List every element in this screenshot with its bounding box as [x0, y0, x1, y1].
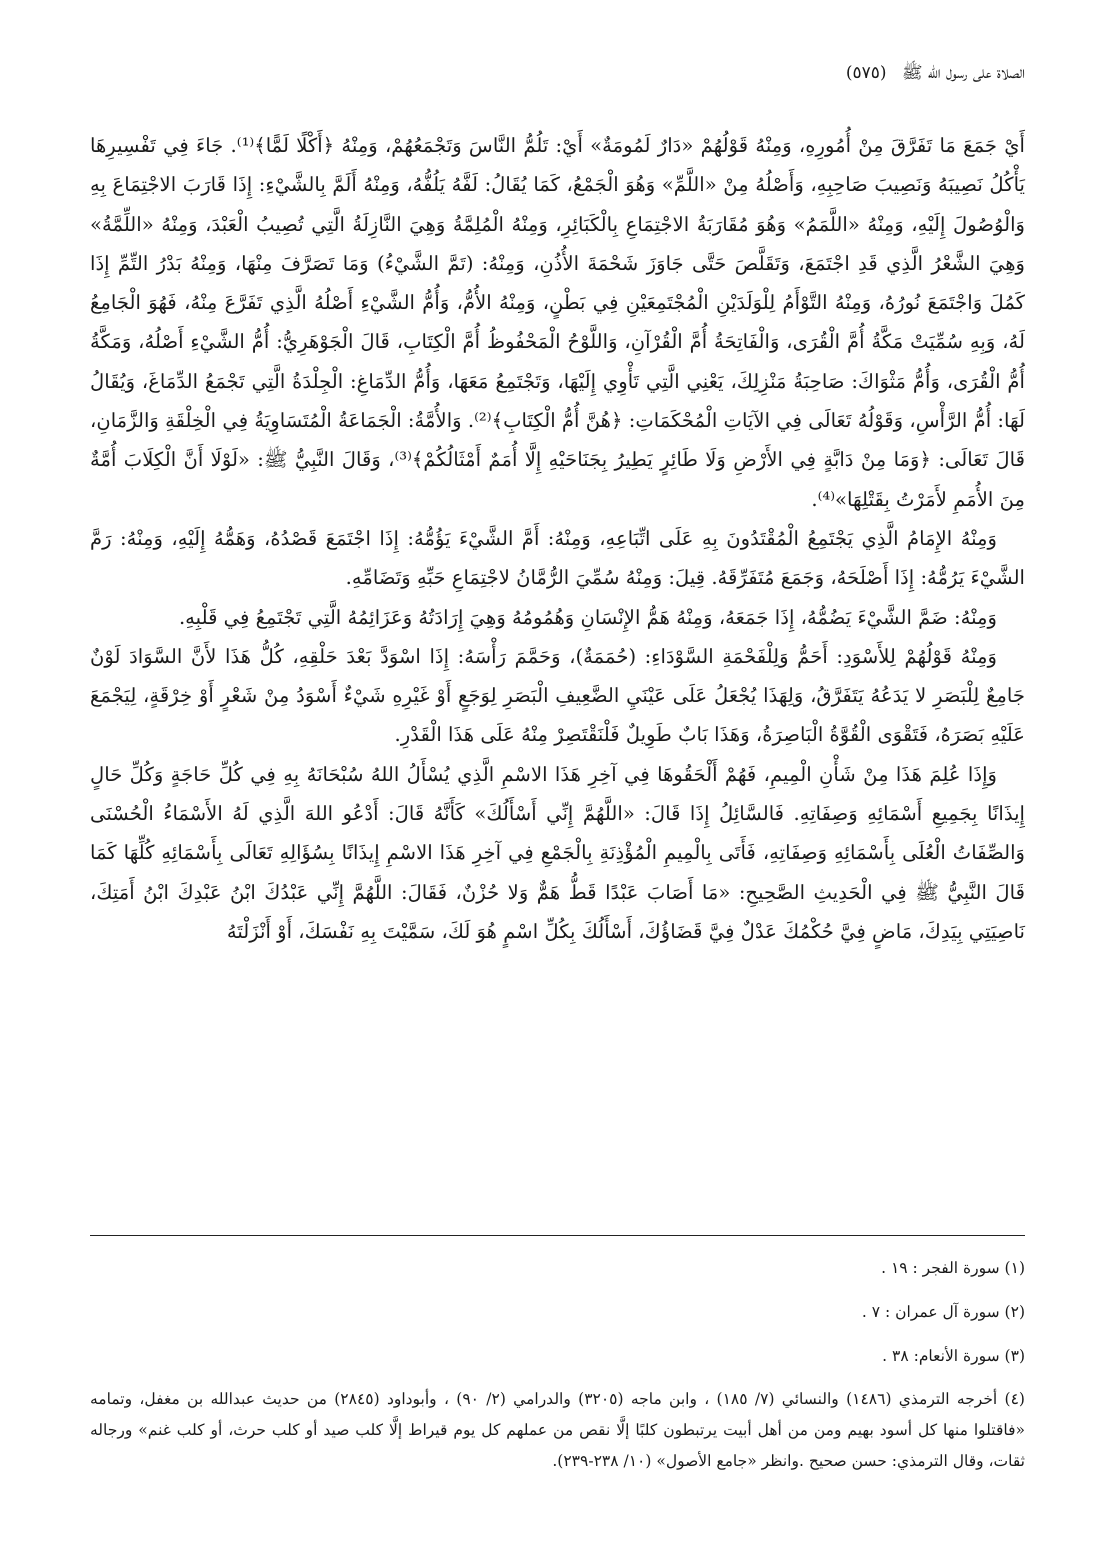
footnote: (٤) أخرجه الترمذي (١٤٨٦) والنسائي (٧/ ١٨٥) ، وابن ماجه (٣٢٠٥) والدرامي (٢/ ٩٠) ، وأبوداود (٢٨٤٥) من حديث عبدالله بن مغفل، وتمامه «فاقتلوا منها كل أسود بهيم ومن من أهل أبيت يرتبطون كلبًا إلَّا نقص من عملهم كل يوم قيراط إلَّا كلب صيد أو كلب حرث، أو كلب غنم» ورجاله ثقات، وقال الترمذي: حسن صحيح .وانظر «جامع الأصول» (١٠/ ٢٣٨-٢٣٩). [90, 1390, 1025, 1470]
paragraph: وَمِنْهُ الإِمَامُ الَّذِي يَجْتَمِعُ الْمُقْتَدُونَ بِهِ عَلَى اتِّبَاعِهِ، وَمِنْهُ: أَمَّ الشَّيْءَ يَؤُمُّهُ: إِذَا اجْتَمَعَ قَصْدُهُ، وَهَمُّهُ إِلَيْهِ، وَمِنْهُ: رَمَّ الشَّيْءَ يَرُمُّهُ: إِذَا أَصْلَحَهُ، وَجَمَعَ مُتَفَرِّقَهُ. قِيلَ: وَمِنْهُ سُمِّيَ الرُّمَّانُ لاجْتِمَاعِ حَبِّهِ وَتَضَامِّهِ. [90, 526, 1025, 590]
page-number: (٥٧٥) [845, 63, 887, 83]
book-page [90, 0, 1025, 1553]
paragraph: وَمِنْهُ قَوْلُهُمْ لِلأَسْوَدِ: أَحَمُّ وَلِلْفَحْمَةِ السَّوْدَاءِ: (حُمَمَةٌ)، وَحَمَّمَ رَأْسَهُ: إِذَا اسْوَدَّ بَعْدَ حَلْقِهِ، كُلُّ هَذَا لأَنَّ السَّوَادَ لَوْنٌ جَامِعٌ لِلْبَصَرِ لا يَدَعُهُ يَتَفَرَّقُ، وَلِهَذَا يُجْعَلُ عَلَى عَيْنَيِ الضَّعِيفِ الْبَصَرِ لِوَجَعٍ أَوْ غَيْرِهِ شَيْءٌ أَسْوَدُ مِنْ شَعْرٍ أَوْ خِرْقَةٍ، لِيَجْمَعَ عَلَيْهِ بَصَرَهُ، فَتَقْوَى الْقُوَّةُ الْبَاصِرَةُ، وَهَذَا بَابٌ طَوِيلٌ فَلْنَقْتَصِرْ مِنْهُ عَلَى هَذَا الْقَدْرِ. [90, 644, 1025, 747]
main-text [90, 126, 1025, 951]
paragraph: وَمِنْهُ: ضَمَّ الشَّيْءَ يَضُمُّهُ، إِذَا جَمَعَهُ، وَمِنْهُ هَمُّ الإِنْسَانِ وَهُمُومُهُ وَهِيَ إِرَادَتُهُ وَعَزَائِمُهُ الَّتِي تَجْتَمِعُ فِي قَلْبِهِ. [178, 605, 997, 629]
paragraph: وَإِذَا عُلِمَ هَذَا مِنْ شَأْنِ الْمِيمِ، فَهُمْ أَلْحَقُوهَا فِي آخِرِ هَذَا الاسْمِ الَّذِي يُسْأَلُ اللهُ سُبْحَانَهُ بِهِ فِي كُلِّ حَاجَةٍ وَكُلِّ حَالٍ إِيذَانًا بِجَمِيعِ أَسْمَائِهِ وَصِفَاتِهِ. فَالسَّائِلُ إِذَا قَالَ: «اللَّهُمَّ إِنِّي أَسْأَلُكَ» كَأَنَّهُ قَالَ: أَدْعُو اللهَ الَّذِي لَهُ الأَسْمَاءُ الْحُسْنَى وَالصِّفَاتُ الْعُلَى بِأَسْمَائِهِ وَصِفَاتِهِ، فَأَتَى بِالْمِيمِ الْمُؤْذِنَةِ بِالْجَمْعِ فِي آخِرِ هَذَا الاسْمِ إِيذَانًا بِسُؤَالِهِ تَعَالَى بِأَسْمَائِهِ كُلِّهَا كَمَا قَالَ النَّبِيُّ ﷺ فِي الْحَدِيثِ الصَّحِيحِ: «مَا أَصَابَ عَبْدًا قَطُّ هَمٌّ وَلا حُزْنٌ، فَقَالَ: اللَّهُمَّ إِنِّي عَبْدُكَ ابْنُ عَبْدِكَ ابْنُ أَمَتِكَ، نَاصِيَتِي بِيَدِكَ، مَاضٍ فِيَّ حُكْمُكَ عَدْلٌ فِيَّ قَضَاؤُكَ، أَسْأَلُكَ بِكُلِّ اسْمٍ هُوَ لَكَ، سَمَّيْتَ بِهِ نَفْسَكَ، أَوْ أَنْزَلْتَهُ [90, 762, 1025, 943]
paragraph: أَيْ جَمَعَ مَا تَفَرَّقَ مِنْ أُمُورِهِ، وَمِنْهُ قَوْلُهُمْ «دَارٌ لَمُومَةٌ» أَيْ: تَلُمُّ النَّاسَ وَتَجْمَعُهُمْ، وَمِنْهُ ﴿أَكْلًا لَمًّا﴾⁽¹⁾. جَاءَ فِي تَفْسِيرِهَا يَأْكُلُ نَصِيبَهُ وَنَصِيبَ صَاحِبِهِ، وَأَصْلُهُ مِنْ «اللَّمِّ» وَهُوَ الْجَمْعُ، كَمَا يُقَالُ: لَفَّهُ يَلُفُّهُ، وَمِنْهُ أَلَمَّ بِالشَّيْءِ: إِذَا قَارَبَ الاجْتِمَاعَ بِهِ وَالْوُصُولَ إِلَيْهِ، وَمِنْهُ «اللَّمَمُ» وَهُوَ مُقَارَبَةُ الاجْتِمَاعِ بِالْكَبَائِرِ، وَمِنْهُ الْمُلِمَّةُ وَهِيَ النَّازِلَةُ الَّتِي تُصِيبُ الْعَبْدَ، وَمِنْهُ «اللِّمَّةُ» وَهِيَ الشَّعْرُ الَّذِي قَدِ اجْتَمَعَ، وَتَقَلَّصَ حَتَّى جَاوَزَ شَحْمَةَ الأُذُنِ، وَمِنْهُ: (تَمَّ الشَّيْءُ) وَمَا تَصَرَّفَ مِنْهَا، وَمِنْهُ بَدْرُ التِّمِّ إِذَا كَمُلَ وَاجْتَمَعَ نُورُهُ، وَمِنْهُ التَّوْأَمُ لِلْوَلَدَيْنِ الْمُجْتَمِعَيْنِ فِي بَطْنٍ، وَمِنْهُ الأُمُّ، وَأُمُّ الشَّيْءِ أَصْلُهُ الَّذِي تَفَرَّعَ مِنْهُ، فَهُوَ الْجَامِعُ لَهُ، وَبِهِ سُمِّيَتْ مَكَّةُ أُمَّ الْقُرَى، وَالْفَاتِحَةُ أُمَّ الْقُرْآنِ، وَاللَّوْحُ الْمَحْفُوظُ أُمَّ الْكِتَابِ، قَالَ الْجَوْهَرِيُّ: أُمُّ الشَّيْءِ أَصْلُهُ، وَمَكَّةُ أُمُّ الْقُرَى، وَأُمُّ مَثْوَاكَ: صَاحِبَةُ مَنْزِلِكَ، يَعْنِي الَّتِي تَأْوِي إِلَيْهَا، وَتَجْتَمِعُ مَعَهَا، وَأُمُّ الدِّمَاغِ: الْجِلْدَةُ الَّتِي تَجْمَعُ الدِّمَاغَ، وَيُقَالُ لَهَا: أُمُّ الرَّأْسِ، وَقَوْلُهُ تَعَالَى فِي الآيَاتِ الْمُحْكَمَاتِ: ﴿هُنَّ أُمُّ الْكِتَابِ﴾⁽²⁾. وَالأُمَّةُ: الْجَمَاعَةُ الْمُتَسَاوِيَةُ فِي الْخِلْقَةِ وَالزَّمَانِ، قَالَ تَعَالَى: ﴿وَمَا مِنْ دَابَّةٍ فِي الأَرْضِ وَلَا طَائِرٍ يَطِيرُ بِجَنَاحَيْهِ إِلَّا أُمَمٌ أَمْثَالُكُمْ﴾⁽³⁾، وَقَالَ النَّبِيُّ ﷺ: «لَوْلَا أَنَّ الْكِلَابَ أُمَّةٌ مِنَ الأُمَمِ لأَمَرْتُ بِقَتْلِهَا»⁽⁴⁾. [90, 134, 1026, 511]
footnote-divider [90, 1235, 1025, 1236]
running-header [90, 58, 1025, 88]
footnotes [90, 1252, 1025, 1477]
footnote: (٢) سورة آل عمران : ٧ . [861, 1303, 1025, 1321]
header-title: الصلاة على رسول الله ﷺ [901, 63, 1025, 83]
footnote: (١) سورة الفجر : ١٩ . [881, 1259, 1025, 1277]
footnote: (٣) سورة الأنعام: ٣٨ . [882, 1347, 1025, 1365]
